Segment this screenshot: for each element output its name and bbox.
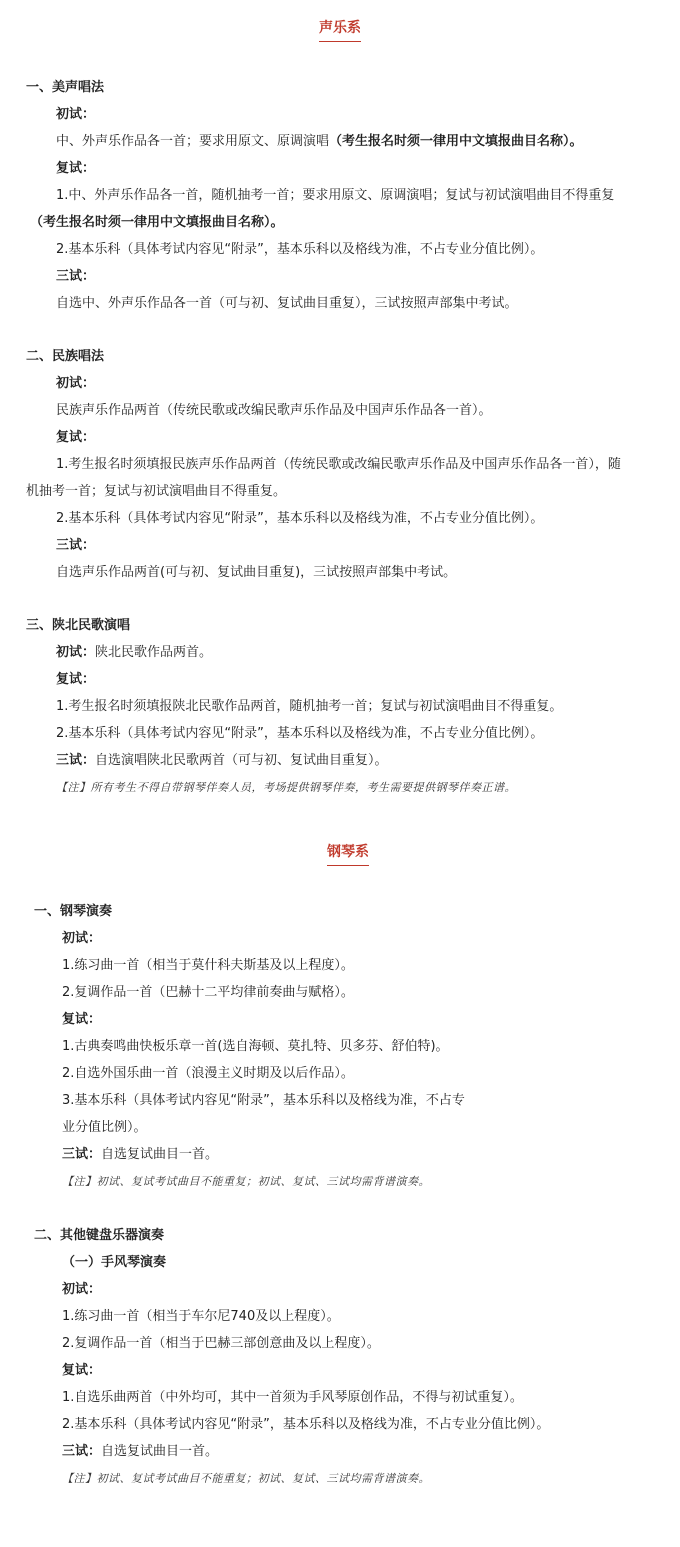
shaanbei-round3-text: 自选演唱陕北民歌两首（可与初、复试曲目重复）。 (95, 753, 388, 768)
shaanbei-round2-line2: 2.基本乐科（具体考试内容见“附录”，基本乐科以及格线为准，不占专业分值比例）。 (56, 726, 544, 741)
bel-canto-heading: 一、美声唱法 (26, 80, 105, 95)
accordion-round2-label: 复试： (62, 1363, 102, 1378)
shaanbei-round2-line1: 1.考生报名时须填报陕北民歌作品两首，随机抽考一首；复试与初试演唱曲目不得重复。 (56, 699, 563, 714)
piano-dept-title: 钢琴系 (327, 843, 369, 866)
piano-perf-round2-label: 复试： (62, 1012, 102, 1027)
piano-perf-heading: 一、钢琴演奏 (34, 904, 113, 919)
accordion-round1-line2: 2.复调作品一首（相当于巴赫三部创意曲及以上程度）。 (62, 1336, 380, 1351)
bel-canto-round2-line1: 1.中、外声乐作品各一首，随机抽考一首；要求用原文、原调演唱；复试与初试演唱曲目不得重复 (56, 188, 615, 203)
folk-round2-line2: 2.基本乐科（具体考试内容见“附录”，基本乐科以及格线为准，不占专业分值比例）。 (56, 511, 544, 526)
shaanbei-round1-text: 陕北民歌作品两首。 (95, 645, 213, 660)
vocal-dept-title: 声乐系 (319, 19, 361, 42)
piano-perf-round2-line3a: 3.基本乐科（具体考试内容见“附录”，基本乐科以及格线为准，不占专 (62, 1093, 465, 1108)
bel-canto-round1-text-b: （考生报名时须一律用中文填报曲目名称）。 (329, 134, 583, 149)
piano-perf-round2-line2: 2.自选外国乐曲一首（浪漫主义时期及以后作品）。 (62, 1066, 354, 1081)
piano-perf-round3-text: 自选复试曲目一首。 (101, 1147, 219, 1162)
piano-perf-round2-line1: 1.古典奏鸣曲快板乐章一首(选自海顿、莫扎特、贝多芬、舒伯特)。 (62, 1039, 449, 1054)
bel-canto-round1-text-a: 中、外声乐作品各一首；要求用原文、原调演唱 (56, 134, 330, 149)
shaanbei-round2-label: 复试： (56, 672, 96, 687)
accordion-round1-line1: 1.练习曲一首（相当于车尔尼740及以上程度）。 (62, 1309, 340, 1324)
accordion-round3-text: 自选复试曲目一首。 (101, 1444, 219, 1459)
piano-perf-round2-line3b: 业分值比例）。 (62, 1120, 147, 1135)
bel-canto-round2-line1b: （考生报名时须一律用中文填报曲目名称）。 (30, 215, 284, 230)
shaanbei-round3 (56, 752, 388, 770)
shaanbei-note: 【注】所有考生不得自带钢琴伴奏人员，考场提供钢琴伴奏，考生需要提供钢琴伴奏正谱。 (56, 781, 516, 794)
folk-round1-label: 初试： (56, 376, 96, 391)
piano-perf-round1-line1: 1.练习曲一首（相当于莫什科夫斯基及以上程度）。 (62, 958, 354, 973)
accordion-note: 【注】初试、复试考试曲目不能重复；初试、复试、三试均需背谱演奏。 (62, 1472, 430, 1485)
folk-round3-label: 三试： (56, 538, 96, 553)
other-keys-heading: 二、其他键盘乐器演奏 (34, 1228, 165, 1243)
bel-canto-round1-text (56, 133, 583, 151)
folk-round1-text: 民族声乐作品两首（传统民歌或改编民歌声乐作品及中国声乐作品各一首）。 (56, 403, 492, 418)
piano-perf-round3 (62, 1146, 218, 1164)
accordion-round2-line2: 2.基本乐科（具体考试内容见“附录”，基本乐科以及格线为准，不占专业分值比例）。 (62, 1417, 550, 1432)
piano-perf-round1-label: 初试： (62, 931, 102, 946)
folk-round2-line1b: 机抽考一首；复试与初试演唱曲目不得重复。 (26, 484, 287, 499)
shaanbei-round1 (56, 644, 212, 662)
folk-heading: 二、民族唱法 (26, 349, 105, 364)
folk-round3-text: 自选声乐作品两首(可与初、复试曲目重复)，三试按照声部集中考试。 (56, 565, 457, 580)
bel-canto-round3-label: 三试： (56, 269, 96, 284)
folk-round2-line1a: 1.考生报名时须填报民族声乐作品两首（传统民歌或改编民歌声乐作品及中国声乐作品各一首），随 (56, 457, 621, 472)
bel-canto-round1-label: 初试： (56, 107, 96, 122)
shaanbei-round1-label: 初试： (56, 645, 96, 660)
accordion-round1-label: 初试： (62, 1282, 102, 1297)
shaanbei-heading: 三、陕北民歌演唱 (26, 618, 131, 633)
accordion-round2-line1: 1.自选乐曲两首（中外均可，其中一首须为手风琴原创作品，不得与初试重复）。 (62, 1390, 523, 1405)
piano-perf-note: 【注】初试、复试考试曲目不能重复；初试、复试、三试均需背谱演奏。 (62, 1175, 430, 1188)
accordion-sub-heading: （一）手风琴演奏 (62, 1255, 167, 1270)
shaanbei-round3-label: 三试： (56, 753, 96, 768)
piano-perf-round1-line2: 2.复调作品一首（巴赫十二平均律前奏曲与赋格）。 (62, 985, 354, 1000)
bel-canto-round2-label: 复试： (56, 161, 96, 176)
accordion-round3-label: 三试： (62, 1444, 102, 1459)
folk-round2-label: 复试： (56, 430, 96, 445)
accordion-round3 (62, 1443, 218, 1461)
bel-canto-round2-line2: 2.基本乐科（具体考试内容见“附录”，基本乐科以及格线为准，不占专业分值比例）。 (56, 242, 544, 257)
piano-perf-round3-label: 三试： (62, 1147, 102, 1162)
bel-canto-round3-text: 自选中、外声乐作品各一首（可与初、复试曲目重复），三试按照声部集中考试。 (56, 296, 518, 311)
